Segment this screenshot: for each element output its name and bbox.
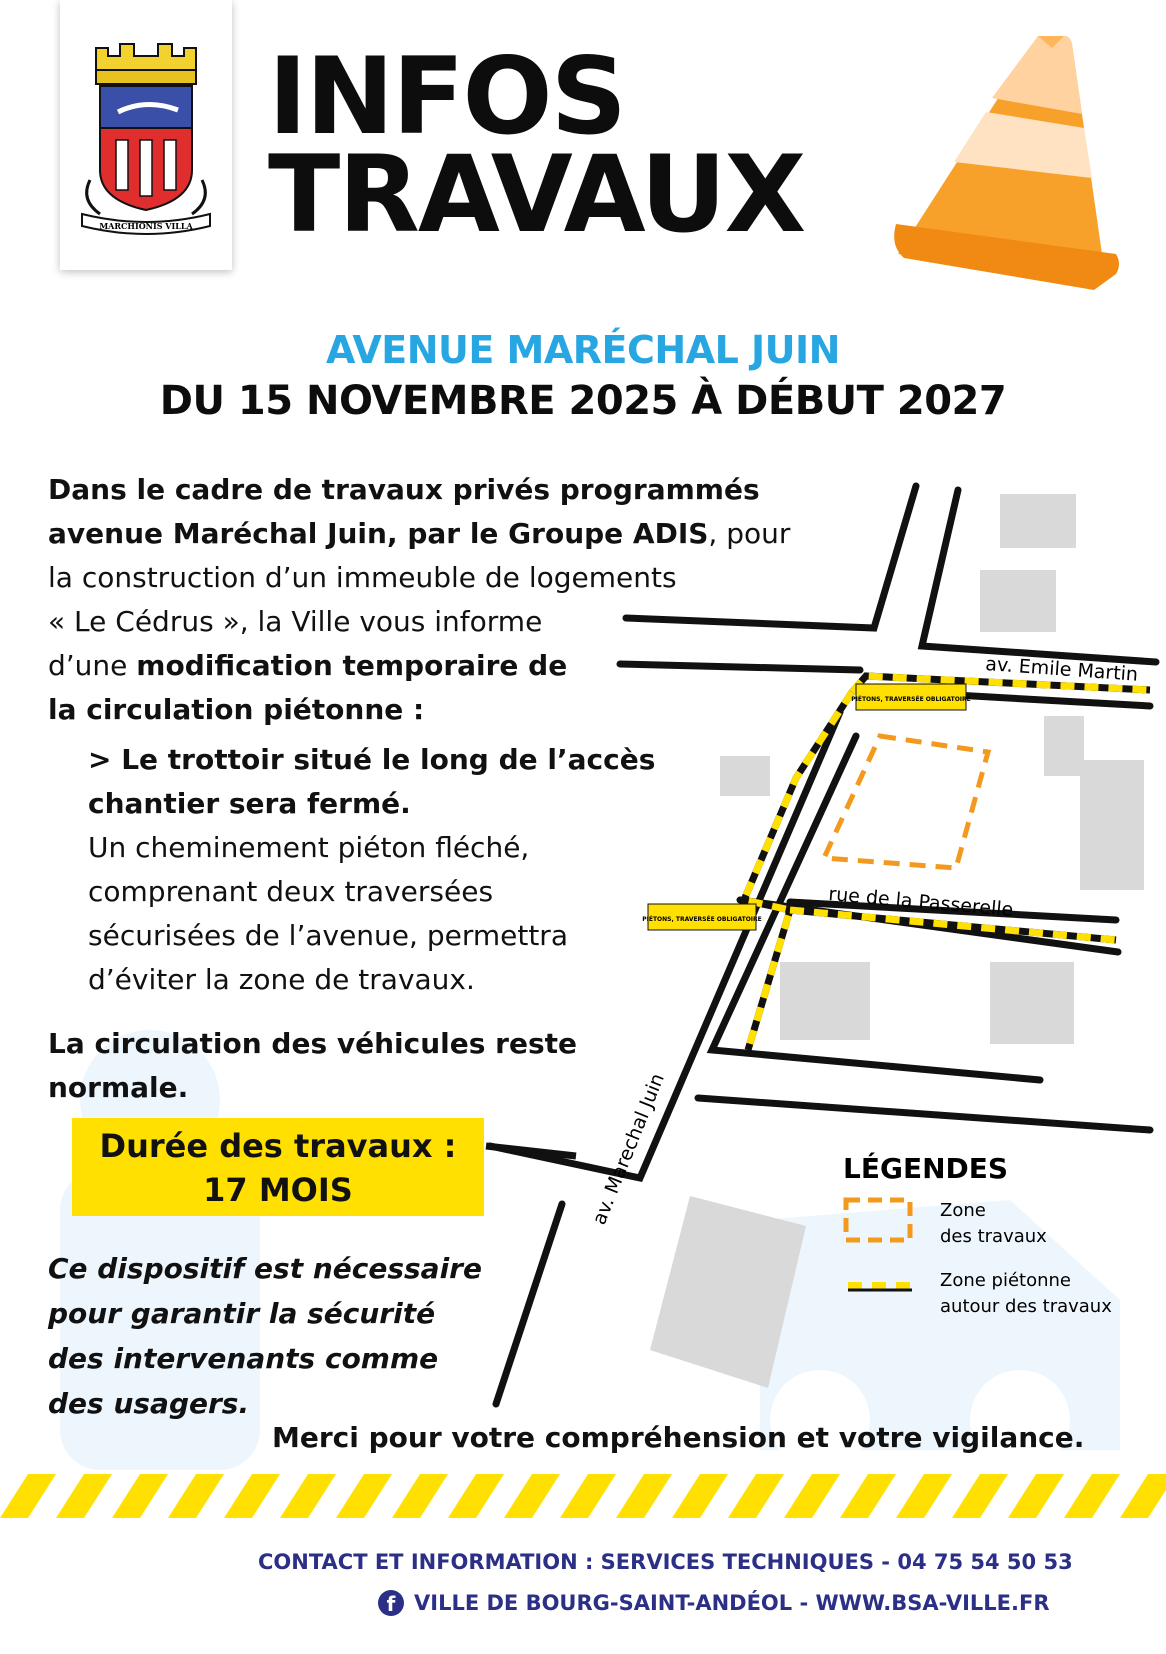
detail-line-5: sécurisées de l’avenue, permettra [88, 919, 568, 952]
vehicle-line-1: La circulation des véhicules reste [48, 1027, 578, 1060]
intro-line-6: la circulation piétonne : [48, 693, 425, 726]
traffic-cone-icon [888, 28, 1124, 290]
contact-info: CONTACT ET INFORMATION : SERVICES TECHNIQUES - 04 75 54 50 53 [258, 1550, 1073, 1574]
safety-notice [48, 1246, 568, 1426]
detail-line-1: > Le trottoir situé le long de l’accès [88, 743, 656, 776]
facebook-icon[interactable]: f [378, 1590, 404, 1616]
city-crest-logo [60, 0, 232, 270]
safety-line-1: Ce dispositif est nécessaire [48, 1252, 482, 1285]
detail-line-6: d’éviter la zone de travaux. [88, 963, 475, 996]
title-line-2: TRAVAUX [268, 133, 805, 256]
intro-line-5-start: d’une [48, 649, 137, 682]
street-label-marechal-juin: av. Marechal Juin [588, 1070, 669, 1228]
legend-pedestrian-line2: autour des travaux [940, 1296, 1112, 1317]
crossing-sign-top [851, 684, 971, 710]
legend-pedestrian-line1: Zone piétonne [940, 1270, 1072, 1291]
crossing-sign-bottom-label: PIÉTONS, TRAVERSÉE OBLIGATOIRE [642, 916, 762, 923]
intro-line-3: la construction d’un immeuble de logements [48, 561, 677, 594]
page-title [268, 35, 805, 256]
social-footer [378, 1590, 1050, 1616]
street-label-emile-martin: av. Emile Martin [984, 653, 1139, 686]
vehicle-line-2: normale. [48, 1071, 189, 1104]
safety-line-2: pour garantir la sécurité [48, 1297, 436, 1330]
crest-motto: MARCHIONIS VILLA [99, 221, 193, 231]
legend-title: LÉGENDES [843, 1152, 1009, 1185]
safety-line-4: des usagers. [48, 1387, 250, 1420]
intro-paragraph [48, 468, 848, 732]
hazard-stripes [0, 1474, 1166, 1518]
website-link[interactable]: VILLE DE BOURG-SAINT-ANDÉOL - WWW.BSA-VILLE.FR [414, 1591, 1050, 1615]
crest-card [60, 0, 232, 270]
intro-line-4: « Le Cédrus », la Ville vous informe [48, 605, 543, 638]
intro-line-5-bold: modification temporaire de [136, 649, 568, 682]
legend-works-line2: des travaux [940, 1226, 1047, 1247]
intro-line-2: avenue Maréchal Juin, par le Groupe ADIS [48, 517, 709, 550]
intro-line-1: Dans le cadre de travaux privés programmés [48, 473, 760, 506]
date-range: DU 15 NOVEMBRE 2025 À DÉBUT 2027 [159, 378, 1007, 424]
thanks-message: Merci pour votre compréhension et votre vigilance. [272, 1421, 1085, 1454]
safety-line-3: des intervenants comme [48, 1342, 439, 1375]
detail-line-3: Un cheminement piéton fléché, [88, 831, 530, 864]
detail-paragraph [88, 738, 688, 1002]
crossing-sign-top-label: PIÉTONS, TRAVERSÉE OBLIGATOIRE [851, 696, 971, 703]
duration-box [72, 1118, 484, 1216]
title-line-1: INFOS [268, 35, 626, 158]
detail-line-4: comprenant deux traversées [88, 875, 494, 908]
detail-line-2: chantier sera fermé. [88, 787, 411, 820]
intro-line-2-rest: , pour [708, 517, 791, 550]
street-title: AVENUE MARÉCHAL JUIN [326, 328, 840, 372]
vehicle-notice [48, 1022, 648, 1110]
legend-works-line1: Zone [940, 1200, 986, 1221]
duration-value: 17 MOIS [203, 1171, 353, 1209]
street-label-passerelle: rue de la Passerelle [827, 883, 1015, 922]
duration-label: Durée des travaux : [99, 1127, 457, 1165]
